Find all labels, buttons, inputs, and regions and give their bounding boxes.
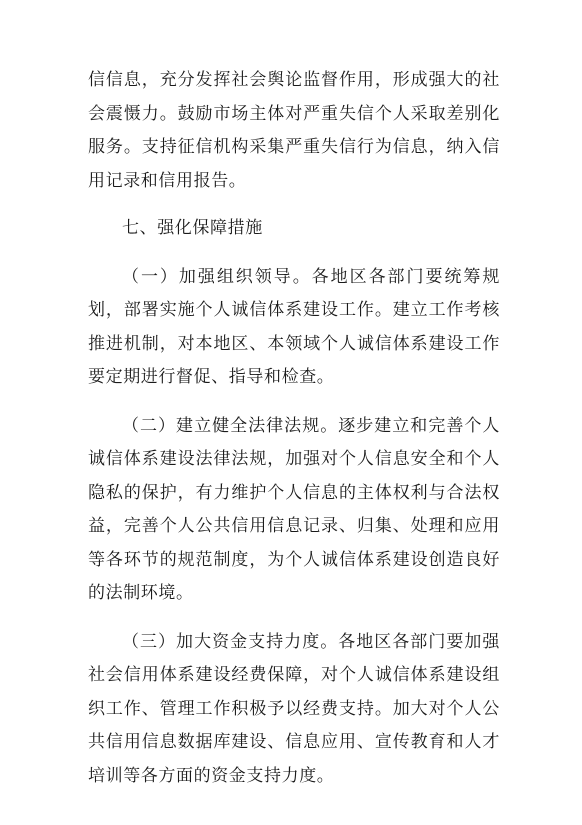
- intro-paragraph: 信信息，充分发挥社会舆论监督作用，形成强大的社会震慑力。鼓励市场主体对严重失信个人采取差别化服务。支持征信机构采集严重失信行为信息，纳入信用记录和信用报告。: [88, 70, 500, 191]
- section-heading: 七、强化保障措施: [122, 218, 263, 238]
- paragraph-legislation: （二）建立健全法律法规。逐步建立和完善个人诚信体系建设法律法规，加强对个人信息安全和个人隐私的保护，有力维护个人信息的主体权利与合法权益，完善个人公共信用信息记录、归集、处理和应用等各环节的规范制度，为个人诚信体系建设创造良好的法制环境。: [88, 415, 500, 603]
- paragraph-organization: （一）加强组织领导。各地区各部门要统筹规划，部署实施个人诚信体系建设工作。建立工作考核推进机制，对本地区、本领域个人诚信体系建设工作要定期进行督促、指导和检查。: [88, 266, 500, 387]
- document-body: [88, 64, 500, 793]
- paragraph-funding: （三）加大资金支持力度。各地区各部门要加强社会信用体系建设经费保障，对个人诚信体系建设组织工作、管理工作积极予以经费支持。加大对个人公共信用信息数据库建设、信息应用、宣传教育和人才培训等各方面的资金支持力度。: [88, 631, 500, 786]
